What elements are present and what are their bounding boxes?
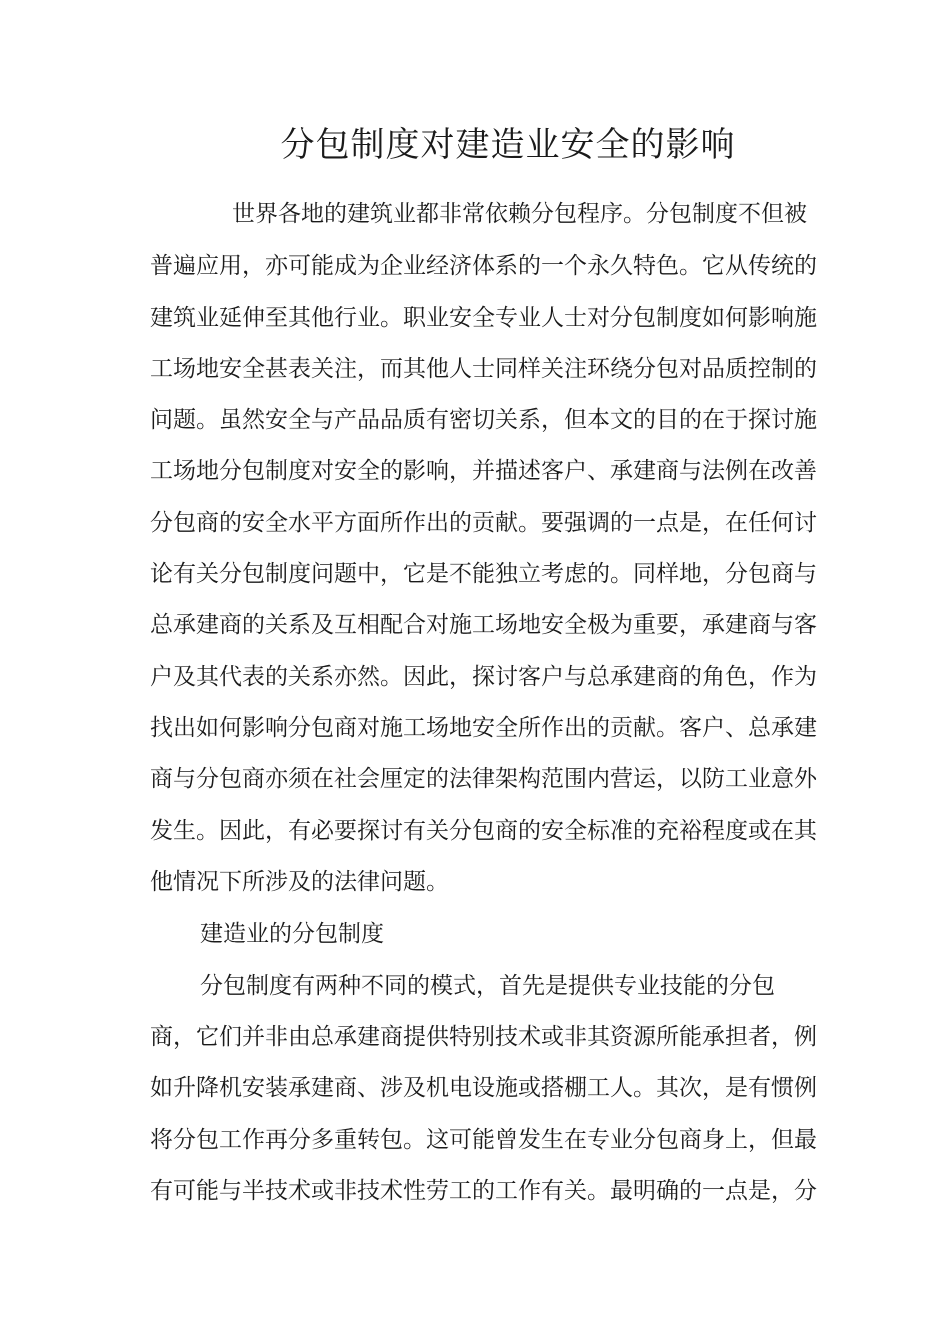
paragraph-line: 发生。因此，有必要探讨有关分包商的安全标准的充裕程度或在其: [150, 818, 817, 844]
paragraph-line: 问题。虽然安全与产品品质有密切关系，但本文的目的在于探讨施: [150, 407, 817, 433]
paragraph-line: 将分包工作再分多重转包。这可能曾发生在专业分包商身上，但最: [150, 1127, 817, 1153]
paragraph-line: 世界各地的建筑业都非常依赖分包程序。分包制度不但被: [232, 201, 807, 227]
document-title: 分包制度对建造业安全的影响: [280, 125, 736, 165]
paragraph-line: 论有关分包制度问题中，它是不能独立考虑的。同样地，分包商与: [150, 561, 817, 587]
paragraph-line: 他情况下所涉及的法律问题。: [150, 869, 449, 895]
paragraph-line: 分包制度有两种不同的模式，首先是提供专业技能的分包: [200, 973, 775, 999]
paragraph-line: 有可能与半技术或非技术性劳工的工作有关。最明确的一点是，分: [150, 1178, 817, 1204]
paragraph-line: 商与分包商亦须在社会厘定的法律架构范围内营运，以防工业意外: [150, 766, 817, 792]
paragraph-line: 户及其代表的关系亦然。因此，探讨客户与总承建商的角色，作为: [150, 664, 817, 690]
paragraph-line: 如升降机安装承建商、涉及机电设施或搭棚工人。其次，是有惯例: [150, 1075, 817, 1101]
section-heading: 建造业的分包制度: [200, 921, 384, 947]
paragraph-line: 找出如何影响分包商对施工场地安全所作出的贡献。客户、总承建: [150, 715, 817, 741]
paragraph-line: 商，它们并非由总承建商提供特别技术或非其资源所能承担者，例: [150, 1024, 817, 1050]
paragraph-line: 工场地分包制度对安全的影响，并描述客户、承建商与法例在改善: [150, 458, 817, 484]
paragraph-line: 分包商的安全水平方面所作出的贡献。要强调的一点是，在任何讨: [150, 510, 817, 536]
paragraph-line: 普遍应用，亦可能成为企业经济体系的一个永久特色。它从传统的: [150, 253, 817, 279]
paragraph-line: 建筑业延伸至其他行业。职业安全专业人士对分包制度如何影响施: [150, 305, 817, 331]
paragraph-line: 工场地安全甚表关注，而其他人士同样关注环绕分包对品质控制的: [150, 356, 817, 382]
paragraph-line: 总承建商的关系及互相配合对施工场地安全极为重要，承建商与客: [150, 612, 817, 638]
